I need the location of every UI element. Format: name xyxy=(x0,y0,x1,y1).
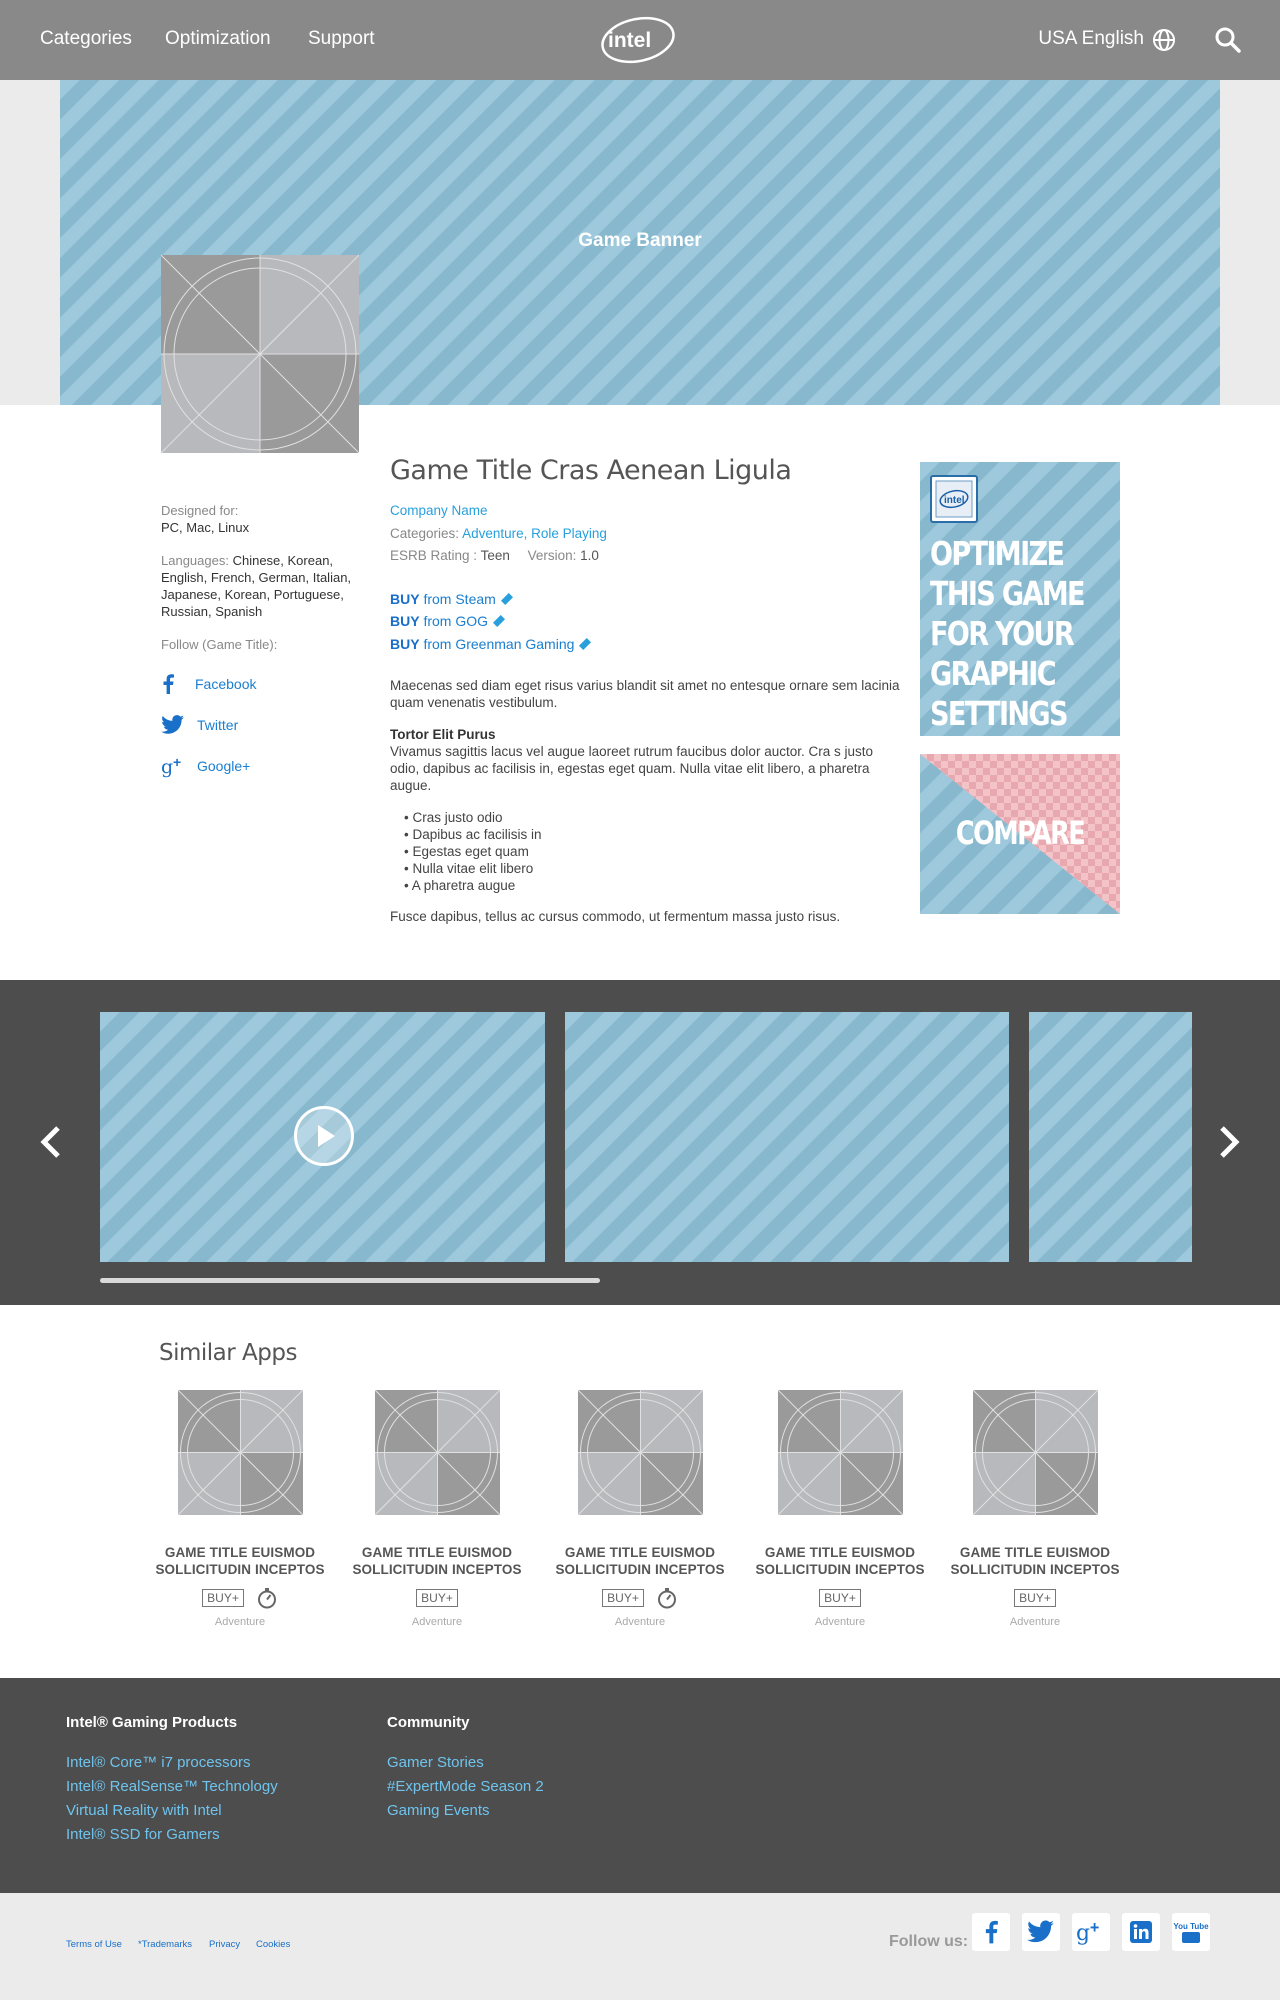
top-navigation xyxy=(0,0,1280,80)
google-plus-icon xyxy=(161,755,187,777)
twitter-icon xyxy=(1027,1920,1055,1944)
similar-app-card[interactable] xyxy=(555,1390,725,1628)
privacy-link[interactable]: Privacy xyxy=(209,1939,241,1950)
buy-gog-label: from GOG xyxy=(423,613,489,629)
game-meta-sidebar xyxy=(161,502,361,778)
footer-link[interactable]: Gaming Events xyxy=(387,1802,490,1819)
svg-text:g: g xyxy=(161,756,174,778)
youtube-you: You Tube xyxy=(1173,1922,1209,1931)
footer-bottom-bar xyxy=(0,1893,1280,2000)
description-section-title: Tortor Elit Purus xyxy=(390,727,496,742)
external-link-icon xyxy=(501,593,513,605)
languages-label: Languages: xyxy=(161,553,229,568)
buy-word: BUY xyxy=(390,613,420,629)
designed-for-value: PC, Mac, Linux xyxy=(161,520,250,535)
buy-plus-badge[interactable]: BUY+ xyxy=(416,1589,458,1607)
buy-greenman-link[interactable] xyxy=(390,636,590,652)
terms-link[interactable]: Terms of Use xyxy=(66,1939,122,1950)
similar-app-card[interactable] xyxy=(352,1390,522,1628)
optimize-ad-headline: OPTIMIZE THIS GAME FOR YOUR GRAPHIC SETTINGS xyxy=(930,534,1084,733)
carousel-scrollbar[interactable] xyxy=(100,1278,600,1283)
google-plus-icon xyxy=(1076,1919,1106,1945)
footer-link[interactable]: Intel® RealSense™ Technology xyxy=(66,1778,278,1795)
carousel-slide[interactable] xyxy=(1029,1012,1192,1262)
similar-apps-title: Similar Apps xyxy=(159,1340,297,1366)
footer-link[interactable]: Intel® Core™ i7 processors xyxy=(66,1754,251,1771)
chevron-right-icon[interactable] xyxy=(1214,1122,1244,1162)
feature-item: • Egestas eget quam xyxy=(404,843,900,860)
categories-value[interactable]: Adventure, Role Playing xyxy=(462,526,607,541)
footer-col-community-title: Community xyxy=(387,1714,470,1731)
app-badges xyxy=(155,1587,325,1609)
app-genre: Adventure xyxy=(614,1616,666,1628)
buy-word: BUY xyxy=(390,591,420,607)
nav-support[interactable]: Support xyxy=(308,28,375,49)
banner-label: Game Banner xyxy=(578,230,702,251)
carousel-slide-video[interactable] xyxy=(100,1012,545,1262)
intel-logo[interactable] xyxy=(598,12,682,68)
description-outro: Fusce dapibus, tellus ac cursus commodo, ut fermentum massa justo risus. xyxy=(390,909,841,924)
footer-linkedin-button[interactable] xyxy=(1122,1913,1160,1951)
feature-item: • Nulla vitae elit libero xyxy=(404,860,900,877)
app-thumbnail[interactable] xyxy=(578,1390,703,1515)
esrb-label: ESRB Rating : xyxy=(390,548,478,563)
version-value: 1.0 xyxy=(580,548,599,563)
languages-block xyxy=(161,552,361,620)
follow-us-label: Follow us: xyxy=(889,1933,969,1950)
nav-optimization[interactable]: Optimization xyxy=(165,28,271,49)
footer xyxy=(0,1678,1280,1893)
app-thumbnail[interactable] xyxy=(178,1390,303,1515)
app-genre: Adventure xyxy=(214,1616,266,1628)
languages-value: Chinese, Korean, English, French, German, Italian, Japanese, Korean, Portuguese, Russian, Spanish xyxy=(161,553,352,619)
footer-link[interactable]: Virtual Reality with Intel xyxy=(66,1802,222,1819)
buy-gog-link[interactable] xyxy=(390,613,504,629)
external-link-icon xyxy=(579,638,591,650)
app-title[interactable]: GAME TITLE EUISMOD SOLLICITUDIN INCEPTOS xyxy=(352,1545,522,1577)
svg-text:+: + xyxy=(173,754,182,770)
stopwatch-icon xyxy=(656,1587,678,1609)
buy-plus-badge[interactable]: BUY+ xyxy=(1014,1589,1056,1607)
app-badges xyxy=(755,1587,925,1609)
svg-text:+: + xyxy=(1089,1919,1100,1938)
facebook-icon xyxy=(983,1919,999,1945)
buy-plus-badge[interactable]: BUY+ xyxy=(202,1589,244,1607)
footer-link[interactable]: Gamer Stories xyxy=(387,1754,484,1771)
buy-plus-badge[interactable]: BUY+ xyxy=(602,1589,644,1607)
language-selector[interactable]: USA English xyxy=(1038,28,1144,49)
app-title[interactable]: GAME TITLE EUISMOD SOLLICITUDIN INCEPTOS xyxy=(755,1545,925,1577)
social-googleplus[interactable] xyxy=(161,754,250,778)
feature-item: • Dapibus ac facilisis in xyxy=(404,826,900,843)
app-title[interactable]: GAME TITLE EUISMOD SOLLICITUDIN INCEPTOS xyxy=(555,1545,725,1577)
game-icon-image xyxy=(161,255,359,453)
app-thumbnail[interactable] xyxy=(973,1390,1098,1515)
buy-steam-link[interactable] xyxy=(390,591,512,607)
footer-youtube-button[interactable] xyxy=(1172,1913,1210,1951)
similar-app-card[interactable] xyxy=(755,1390,925,1628)
chip-logo-text: intel xyxy=(944,495,965,506)
buy-steam-label: from Steam xyxy=(423,591,496,607)
compare-ad[interactable] xyxy=(920,754,1120,914)
company-name-link[interactable]: Company Name xyxy=(390,503,488,518)
version-label: Version: xyxy=(527,548,577,563)
app-genre: Adventure xyxy=(1009,1616,1061,1628)
play-button[interactable] xyxy=(294,1106,354,1166)
external-link-icon xyxy=(493,615,505,627)
similar-app-card[interactable] xyxy=(950,1390,1120,1628)
twitter-label: Twitter xyxy=(197,716,239,733)
app-thumbnail[interactable] xyxy=(778,1390,903,1515)
description-intro: Maecenas sed diam eget risus varius blandit sit amet no entesque ornare sem lacinia quam venenatis vestibulum. xyxy=(390,678,900,710)
carousel-slide[interactable] xyxy=(565,1012,1009,1262)
intel-chip-icon xyxy=(930,475,978,523)
feature-list xyxy=(404,809,900,894)
app-thumbnail[interactable] xyxy=(375,1390,500,1515)
designed-for-label: Designed for: xyxy=(161,503,239,518)
trademarks-link[interactable]: *Trademarks xyxy=(138,1939,193,1950)
app-genre: Adventure xyxy=(411,1616,463,1628)
facebook-label: Facebook xyxy=(195,675,257,692)
footer-link[interactable]: Intel® SSD for Gamers xyxy=(66,1826,220,1843)
footer-facebook-button[interactable] xyxy=(972,1913,1010,1951)
compare-ad-label: COMPARE xyxy=(955,814,1085,852)
nav-categories[interactable]: Categories xyxy=(40,28,132,49)
twitter-icon xyxy=(161,715,185,735)
follow-label: Follow (Game Title): xyxy=(161,637,278,652)
esrb-value: Teen xyxy=(480,548,510,563)
media-carousel xyxy=(0,980,1280,1305)
stopwatch-icon xyxy=(256,1587,278,1609)
app-badges xyxy=(555,1587,725,1609)
app-title[interactable]: GAME TITLE EUISMOD SOLLICITUDIN INCEPTOS xyxy=(155,1545,325,1577)
categories-row xyxy=(390,526,900,541)
chevron-left-icon[interactable] xyxy=(36,1122,66,1162)
cookies-link[interactable]: Cookies xyxy=(256,1939,291,1950)
feature-item: • Cras justo odio xyxy=(404,809,900,826)
svg-text:g: g xyxy=(1076,1921,1091,1947)
optimize-game-ad[interactable] xyxy=(920,462,1120,736)
game-description xyxy=(390,677,900,940)
search-icon[interactable] xyxy=(1214,26,1242,54)
footer-twitter-button[interactable] xyxy=(1022,1913,1060,1951)
similar-app-card[interactable] xyxy=(155,1390,325,1628)
game-title: Game Title Cras Aenean Ligula xyxy=(390,455,792,486)
play-icon xyxy=(297,1109,351,1163)
app-badges xyxy=(352,1587,522,1609)
buy-plus-badge[interactable]: BUY+ xyxy=(819,1589,861,1607)
footer-googleplus-button[interactable] xyxy=(1072,1913,1110,1951)
facebook-icon xyxy=(161,674,175,694)
footer-link[interactable]: #ExpertMode Season 2 xyxy=(387,1778,544,1795)
footer-col-products-title: Intel® Gaming Products xyxy=(66,1714,238,1731)
rating-row xyxy=(390,548,900,563)
categories-label: Categories: xyxy=(390,526,460,541)
buy-greenman-label: from Greenman Gaming xyxy=(423,636,575,652)
feature-item: • A pharetra augue xyxy=(404,877,900,894)
youtube-icon xyxy=(1173,1919,1209,1945)
buy-word: BUY xyxy=(390,636,420,652)
googleplus-label: Google+ xyxy=(197,757,251,774)
globe-icon[interactable] xyxy=(1152,28,1176,52)
description-section-body: Vivamus sagittis lacus vel augue laoreet rutrum faucibus dolor auctor. Cra s justo odio, dapibus ac facilisis in, egestas eget quam. Nulla vitae elit libero, a pharetra augue. xyxy=(390,744,873,793)
logo-text: intel xyxy=(608,29,652,52)
game-info xyxy=(390,503,900,563)
app-badges xyxy=(950,1587,1120,1609)
linkedin-icon xyxy=(1129,1920,1153,1944)
app-title[interactable]: GAME TITLE EUISMOD SOLLICITUDIN INCEPTOS xyxy=(950,1545,1120,1577)
app-genre: Adventure xyxy=(814,1616,866,1628)
social-twitter[interactable] xyxy=(161,713,238,737)
social-facebook[interactable] xyxy=(161,672,256,696)
